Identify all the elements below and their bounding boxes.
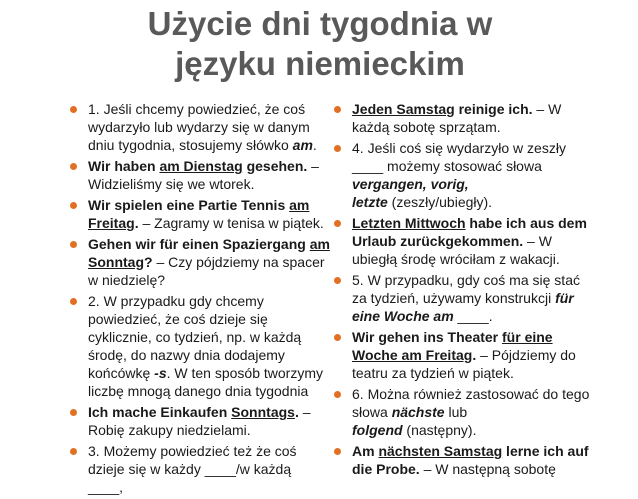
bullet-item [332, 100, 594, 136]
german-text: habe ich aus dem Urlaub zurückgekommen. [352, 215, 587, 249]
bullet-item [68, 235, 330, 289]
item-keyword: vergangen, vorig, [352, 176, 469, 192]
bullet-dot-icon [70, 298, 77, 305]
translation-text: – Czy pójdziemy na spacer w niedzielę? [88, 254, 325, 288]
bullet-item [332, 385, 594, 439]
item-text: 1. Jeśli chcemy powiedzieć, że coś wydarzyło lub wydarzy się w danym dniu tygodnia, stosujemy słówko [88, 101, 310, 153]
german-highlight: Letzten Mittwoch [352, 215, 466, 231]
item-text: . W ten sposób tworzymy liczbę mnogą danego dnia tygodnia [88, 365, 323, 399]
item-keyword: nächste [391, 404, 445, 420]
bullet-item [332, 442, 594, 478]
item-text: 4. Jeśli coś się wydarzyło w zeszły ____ możemy stosować słowa [352, 140, 566, 174]
bullet-dot-icon [70, 241, 77, 248]
bullet-dot-icon [334, 448, 341, 455]
bullet-dot-icon [70, 448, 77, 455]
translation-text: – W następną sobotę [419, 461, 556, 477]
german-highlight: für eine Woche am Freitag [352, 329, 553, 363]
translation-text: – Pójdziemy do teatru za tydzień w piątek. [352, 347, 576, 381]
item-keyword: -s [154, 365, 167, 381]
german-highlight: nächsten Samstag [378, 443, 503, 459]
german-text: Am [352, 443, 379, 459]
bullet-item [68, 403, 330, 439]
slide-title [60, 4, 580, 84]
german-text: . [294, 404, 299, 420]
translation-text: – W każdą sobotę sprzątam. [352, 101, 562, 135]
bullet-dot-icon [334, 145, 341, 152]
bullet-item [332, 328, 594, 382]
translation-text: – Zagramy w tenisa w piątek. [138, 215, 324, 231]
item-text: ____. [453, 308, 493, 324]
bullet-dot-icon [70, 106, 77, 113]
bullet-item [68, 100, 330, 154]
translation-text: – Robię zakupy niedzielami. [88, 404, 311, 438]
bullet-dot-icon [334, 277, 341, 284]
item-text: 6. Można również zastosować do tego słowa [352, 386, 590, 420]
german-text: Gehen wir für einen Spaziergang [88, 236, 310, 252]
item-text: (następny). [402, 422, 477, 438]
bullet-item [68, 196, 330, 232]
german-text: . [134, 215, 139, 231]
german-text: Wir spielen eine Partie Tennis [88, 197, 290, 213]
bullet-dot-icon [70, 202, 77, 209]
german-highlight: Sonntags [231, 404, 295, 420]
item-text: 2. W przypadku gdy chcemy powiedzieć, że coś dzieje się cyklicznie, co tydzień, np. w każdą środę, do nazwy dnia dodajemy końcówkę [88, 293, 302, 381]
item-text: 3. Możemy powiedzieć też że coś dzieje się w każdy ____/w każdą ____, [88, 443, 297, 495]
german-highlight: am Dienstag [159, 158, 243, 174]
bullet-item [332, 271, 594, 325]
bullet-dot-icon [334, 334, 341, 341]
title-line-2: języku niemieckim [175, 45, 465, 82]
item-text: 5. W przypadku, gdy coś ma się stać za tydzień, używamy konstrukcji [352, 272, 580, 306]
bullet-dot-icon [334, 106, 341, 113]
right-column [332, 100, 594, 481]
german-text: lerne ich auf die Probe. [352, 443, 589, 477]
german-text: Wir haben [88, 158, 160, 174]
bullet-item [332, 139, 594, 211]
bullet-dot-icon [334, 220, 341, 227]
bullet-dot-icon [70, 163, 77, 170]
german-text: Ich mache Einkaufen [88, 404, 232, 420]
translation-text: – Widzieliśmy się we wtorek. [88, 158, 319, 192]
translation-text: – W ubiegłą środę wróciłam z wakacji. [352, 233, 560, 267]
left-column [68, 100, 330, 499]
item-keyword: letzte [352, 194, 388, 210]
item-text: . [312, 137, 317, 153]
bullet-item [68, 292, 330, 400]
german-text: Wir gehen ins Theater [352, 329, 503, 345]
german-text: reinige ich. [454, 101, 533, 117]
german-text: . [472, 347, 477, 363]
item-text: (zeszły/ubiegły). [387, 194, 493, 210]
german-highlight: am Freitag [88, 197, 310, 231]
german-highlight: am Sonntag [88, 236, 330, 270]
bullet-dot-icon [334, 391, 341, 398]
bullet-item [332, 214, 594, 268]
german-text: ? [144, 254, 153, 270]
bullet-item [68, 157, 330, 193]
bullet-item [68, 442, 330, 496]
german-text: gesehen. [242, 158, 308, 174]
item-keyword: am [292, 137, 313, 153]
bullet-dot-icon [70, 409, 77, 416]
german-highlight: Jeden Samstag [352, 101, 455, 117]
title-line-1: Użycie dni tygodnia w [147, 5, 493, 42]
item-keyword: für eine Woche am [352, 290, 574, 324]
item-text: lub [444, 404, 468, 420]
item-keyword: folgend [352, 422, 403, 438]
